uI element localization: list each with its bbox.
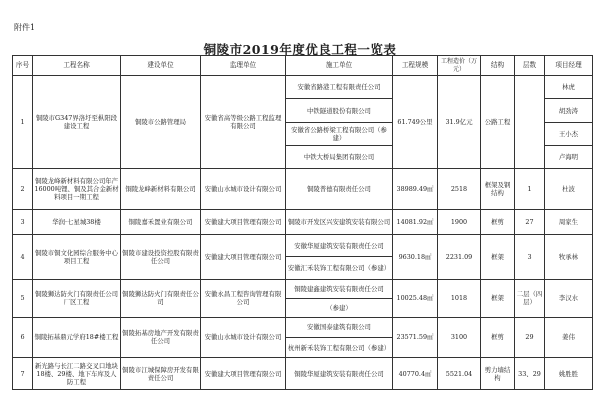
cell-builder: 铜陵市江城保障房开发有限责任公司 (121, 358, 201, 390)
table-row (13, 235, 593, 257)
cell-floors: 1 (515, 169, 545, 209)
page-title: 铜陵市2019年度优良工程一览表 (203, 42, 397, 57)
cell-no: 2 (13, 169, 33, 209)
cell-constructor: 安徽国泰建筑有限公司 (286, 317, 393, 337)
cell-manager: 胡劲涛 (545, 99, 593, 122)
cell-scale: 61.749公里 (393, 76, 438, 169)
header-manager: 项目经理 (545, 56, 593, 76)
cell-structure: 框架 (481, 279, 515, 317)
cell-scale: 14081.92㎡ (393, 209, 438, 234)
cell-no: 1 (13, 76, 33, 169)
cell-structure: 剪力墙结构 (481, 358, 515, 390)
cell-scale: 9630.18㎡ (393, 235, 438, 280)
cell-name: 铜陵龙峰新材料有限公司年产16000吨锂、铜及其合金新材料项目一期工程 (33, 169, 121, 209)
cell-cost: 2518 (438, 169, 481, 209)
cell-constructor: 安徽省公路桥梁工程有限公司（参建） (286, 122, 393, 145)
cell-constructor: 铜陵华厦建筑安装有限责任公司 (286, 358, 393, 390)
projects-table (12, 55, 593, 390)
cell-supervisor: 安徽建大项目管理有限公司 (201, 209, 286, 234)
cell-no: 3 (13, 209, 33, 234)
cell-manager: 姚胜胜 (545, 358, 593, 390)
cell-floors: 29 (515, 317, 545, 357)
cell-structure: 框架 (481, 235, 515, 280)
cell-cost: 31.9亿元 (438, 76, 481, 169)
cell-cost: 3100 (438, 317, 481, 357)
cell-name: 铜陵拓基鼎元学府18#楼工程 (33, 317, 121, 357)
cell-cost: 2231.09 (438, 235, 481, 280)
cell-constructor: 铜陵市开发区兴安建筑安装有限公司 (286, 209, 393, 234)
cell-name: 铜陵市G347界洛圩至枞阳段建设工程 (33, 76, 121, 169)
cell-name: 铜陵狮达防火门有限责任公司厂区工程 (33, 279, 121, 317)
table-row (13, 209, 593, 234)
cell-no: 6 (13, 317, 33, 357)
cell-floors (515, 76, 545, 169)
header-cost: 工程造价（万元） (438, 56, 481, 76)
table-header-row (13, 56, 593, 76)
cell-scale: 10025.48㎡ (393, 279, 438, 317)
table-row (13, 279, 593, 298)
cell-supervisor: 安徽建大项目管理有限公司 (201, 235, 286, 280)
cell-scale: 40770.4㎡ (393, 358, 438, 390)
cell-manager: 王小杰 (545, 122, 593, 145)
cell-structure: 公路工程 (481, 76, 515, 169)
header-builder: 建设单位 (121, 56, 201, 76)
table-row (13, 169, 593, 209)
attachment-label: 附件1 (14, 23, 36, 32)
header-scale: 工程规模 (393, 56, 438, 76)
header-name: 工程名称 (33, 56, 121, 76)
cell-no: 4 (13, 235, 33, 280)
cell-manager: 李汉水 (545, 279, 593, 317)
cell-floors: 3 (515, 235, 545, 280)
cell-manager: 周家生 (545, 209, 593, 234)
cell-cost: 1900 (438, 209, 481, 234)
cell-name: 华润·七星城38楼 (33, 209, 121, 234)
cell-builder: 铜陵市公路管理局 (121, 76, 201, 169)
cell-name: 新光路与长江二路交叉口地块18楼、29楼、地下车库及人防工程 (33, 358, 121, 390)
cell-builder: 铜陵狮达防火门有限责任公司 (121, 279, 201, 317)
header-no: 序号 (13, 56, 33, 76)
cell-constructor: （参建） (286, 298, 393, 317)
cell-floors: 二层（四层） (515, 279, 545, 317)
cell-supervisor: 安徽永昌工程咨询管理有限公司 (201, 279, 286, 317)
cell-constructor: 安徽省路港工程有限责任公司 (286, 76, 393, 99)
cell-manager: 杜波 (545, 169, 593, 209)
cell-manager: 林虎 (545, 76, 593, 99)
cell-structure: 框架及钢结构 (481, 169, 515, 209)
cell-constructor: 铜陵普德有限责任公司 (286, 169, 393, 209)
cell-supervisor: 安徽建大项目管理有限公司 (201, 358, 286, 390)
cell-builder: 铜陵拓基房地产开发有限责任公司 (121, 317, 201, 357)
cell-floors: 33、29 (515, 358, 545, 390)
cell-constructor: 安徽汇禾装饰工程有限公司（参建） (286, 257, 393, 279)
cell-builder: 铜陵市建设投资控股有限责任公司 (121, 235, 201, 280)
cell-structure: 框剪 (481, 317, 515, 357)
table-row (13, 358, 593, 390)
cell-cost: 1018 (438, 279, 481, 317)
cell-scale: 38989.49㎡ (393, 169, 438, 209)
cell-supervisor: 安徽省高等级公路工程监理有限公司 (201, 76, 286, 169)
cell-constructor: 杭州新禾装饰工程有限公司（参建） (286, 337, 393, 357)
cell-constructor: 安徽华厦建筑安装有限责任公司 (286, 235, 393, 257)
cell-floors: 27 (515, 209, 545, 234)
cell-scale: 23571.59㎡ (393, 317, 438, 357)
cell-builder: 铜陵嘉禾置业有限公司 (121, 209, 201, 234)
cell-structure: 框剪 (481, 209, 515, 234)
cell-manager: 牧承林 (545, 235, 593, 280)
cell-constructor: 铜陵建鑫建筑安装有限责任公司 (286, 279, 393, 298)
table-row (13, 317, 593, 337)
cell-no: 7 (13, 358, 33, 390)
cell-no: 5 (13, 279, 33, 317)
header-constructor: 施工单位 (286, 56, 393, 76)
header-structure: 结构 (481, 56, 515, 76)
cell-builder: 铜陵龙峰新材料有限公司 (121, 169, 201, 209)
cell-supervisor: 安徽山水城市设计有限公司 (201, 317, 286, 357)
cell-manager: 姜伟 (545, 317, 593, 357)
cell-manager: 卢海明 (545, 146, 593, 169)
table-row (13, 76, 593, 99)
cell-constructor: 中铁大桥局集团有限公司 (286, 146, 393, 169)
header-supervisor: 监理单位 (201, 56, 286, 76)
cell-constructor: 中铁隧道股份有限公司 (286, 99, 393, 122)
header-floors: 层数 (515, 56, 545, 76)
cell-supervisor: 安徽山水城市设计有限公司 (201, 169, 286, 209)
cell-cost: 5521.04 (438, 358, 481, 390)
cell-name: 铜陵市铜文化园综合服务中心项目工程 (33, 235, 121, 280)
